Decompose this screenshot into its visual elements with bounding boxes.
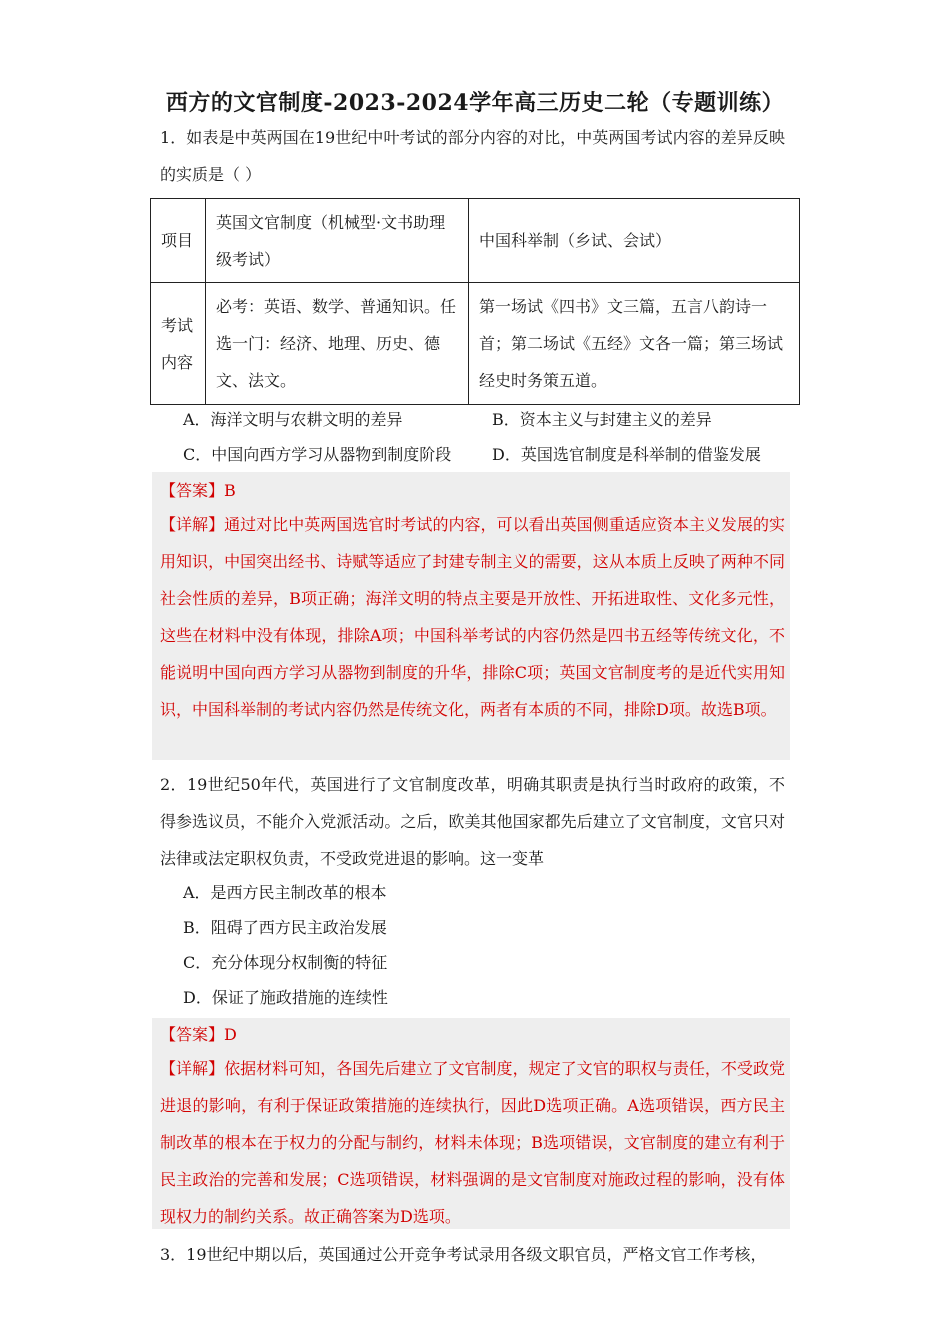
q2-detail [160, 1050, 785, 1235]
table-header-row [151, 199, 800, 283]
q1-detail [160, 506, 785, 728]
table-cell: 英国文官制度（机械型·文书助理级考试） [206, 199, 469, 283]
q2-stem: 2．19世纪50年代，英国进行了文官制度改革，明确其职责是执行当时政府的政策，不得参选议员，不能介入党派活动。之后，欧美其他国家都先后建立了文官制度，文官只对法律或法定职权负责，不受政党进退的影响。这一变革 [160, 775, 785, 868]
detail-text: 通过对比中英两国选官时考试的内容，可以看出英国侧重适应资本主义发展的实用知识，中国突出经书、诗赋等适应了封建专制主义的需要，这从本质上反映了两种不同社会性质的差异，B项正确；海洋文明的特点主要是开放性、开拓进取性、文化多元性，这些在材料中没有体现，排除A项；中国科举考试的内容仍然是四书五经等传统文化，不能说明中国向西方学习从器物到制度的升华，排除C项；英国文官制度考的是近代实用知识，中国科举制的考试内容仍然是传统文化，两者有本质的不同，排除D项。故选B项。 [160, 515, 785, 719]
table-cell: 考试内容 [151, 283, 206, 405]
q3-stem: 3．19世纪中期以后，英国通过公开竞争考试录用各级文职官员，严格文官工作考核， [160, 1245, 767, 1264]
detail-label: 【详解】 [160, 1059, 225, 1078]
q2-option-a: A．是西方民主制改革的根本 [183, 883, 387, 902]
page-title: 西方的文官制度-2023-2024学年高三历史二轮（专题训练） [165, 90, 785, 116]
table-cell: 中国科举制（乡试、会试） [469, 199, 800, 283]
answer-label: 【答案】 [160, 1025, 225, 1044]
q1-option-d: D．英国选官制度是科举制的借鉴发展 [492, 445, 761, 464]
table-row [151, 283, 800, 405]
table-cell: 项目 [151, 199, 206, 283]
q2-option-b: B．阻碍了西方民主政治发展 [183, 918, 387, 937]
q2-answer [160, 1016, 785, 1053]
q1-stem: 1．如表是中英两国在19世纪中叶考试的部分内容的对比，中英两国考试内容的差异反映的实质是（ ） [160, 128, 785, 184]
q1-option-b: B．资本主义与封建主义的差异 [492, 410, 712, 429]
detail-label: 【详解】 [160, 515, 225, 534]
table-cell: 必考：英语、数学、普通知识。任选一门：经济、地理、历史、德文、法文。 [206, 283, 469, 405]
q2-option-d: D．保证了施政措施的连续性 [183, 988, 388, 1007]
answer-value: D [224, 1025, 237, 1044]
q2-option-c: C．充分体现分权制衡的特征 [183, 953, 388, 972]
comparison-table [150, 198, 800, 405]
q1-option-a: A．海洋文明与农耕文明的差异 [183, 410, 403, 429]
table-cell: 第一场试《四书》文三篇，五言八韵诗一首；第二场试《五经》文各一篇；第三场试经史时务策五道。 [469, 283, 800, 405]
q1-option-c: C．中国向西方学习从器物到制度阶段 [183, 445, 452, 464]
answer-value: B [224, 481, 236, 500]
answer-label: 【答案】 [160, 481, 225, 500]
q1-answer [160, 472, 785, 509]
detail-text: 依据材料可知，各国先后建立了文官制度，规定了文官的职权与责任，不受政党进退的影响，有利于保证政策措施的连续执行，因此D选项正确。A选项错误，西方民主制改革的根本在于权力的分配与制约，材料未体现；B选项错误，文官制度的建立有利于民主政治的完善和发展；C选项错误，材料强调的是文官制度对施政过程的影响，没有体现权力的制约关系。故正确答案为D选项。 [160, 1059, 785, 1226]
